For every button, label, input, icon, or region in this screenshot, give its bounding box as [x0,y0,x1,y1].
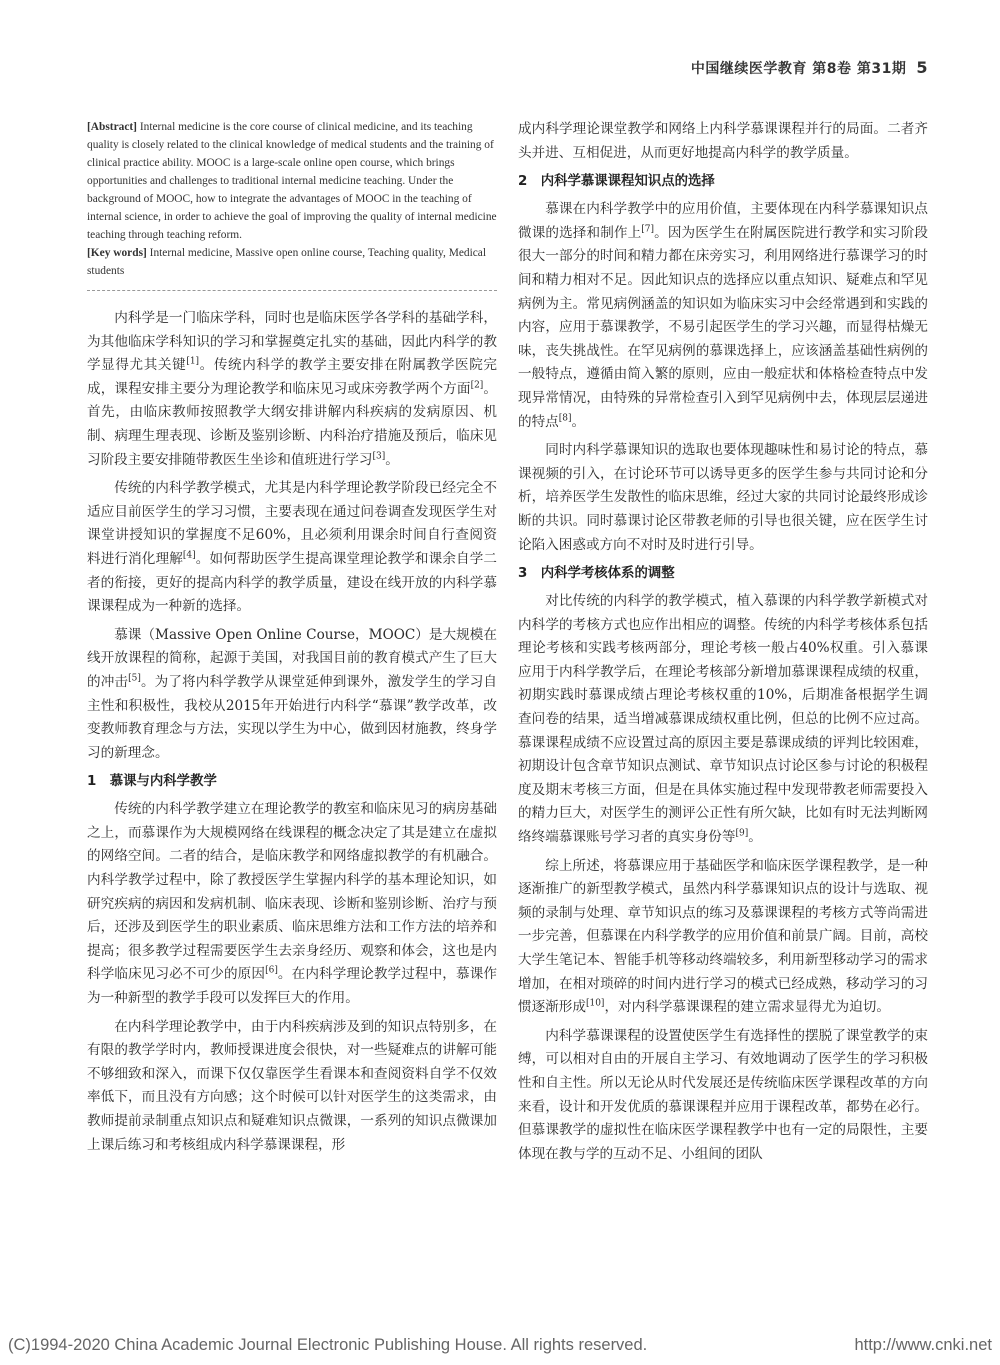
right-column [518,118,928,1171]
paragraph: 在内科学理论教学中，由于内科疾病涉及到的知识点特别多，在有限的教学学时内，教师授课进度会很快，对一些疑难点的讲解可能不够细致和深入，而课下仅仅靠医学生看课本和查阅资料自学不仅效率低下，而且没有方向感；这个时候可以针对医学生的这类需求，由教师提前录制重点知识点和疑难知识点微课，一系列的知识点微课加上课后练习和考核组成内科学慕课课程，形 [87,1018,497,1153]
section-heading-3: 3 内科学考核体系的调整 [518,566,675,582]
keywords-text: Internal medicine, Massive open online course, Teaching quality, Medical students [87,247,487,277]
journal-title: 中国继续医学教育 第8卷 第31期 [690,61,907,77]
cnki-link[interactable]: http://www.cnki.net [854,1336,992,1354]
citation[interactable]: [9] [735,828,749,839]
paragraph: 综上所述，将慕课应用于基础医学和临床医学课程教学，是一种逐渐推广的新型教学模式，虽然内科学慕课知识点的设计与选取、视频的录制与处理、章节知识点的练习及慕课课程的考核方式等尚需进一步完善，但慕课在内科学教学的应用价值和前景广阔。目前，高校大学生笔记本、智能手机等移动终端较多，利用新型移动学习的需求增加，在相对琐碎的时间内进行学习的模式已经成熟，移动学习的习惯逐渐形成[10]，对内科学慕课课程的建立需求显得尤为迫切。 [518,857,928,1016]
section-heading-2: 2 内科学慕课课程知识点的选择 [518,174,715,190]
running-header [691,58,928,78]
dashed-divider [87,290,497,291]
abstract-block [87,118,497,280]
left-column [87,118,497,1162]
citation[interactable]: [4] [182,550,196,561]
paragraph: 慕课在内科学教学中的应用价值，主要体现在内科学慕课知识点微课的选择和制作上[7]。因为医学生在附属医院进行教学和实习阶段很大一部分的时间和精力都在床旁实习，利用网络进行慕课学习的时间和精力相对不足。因此知识点的选择应以重点知识、疑难点和罕见病例为主。常见病例涵盖的知识如为临床实习中会经常遇到和实践的内容，应用于慕课教学，不易引起医学生的学习兴趣，而显得枯燥无味，丧失挑战性。在罕见病例的慕课选择上，应该涵盖基础性病例的一般特点，遵循由简入繁的原则，应由一般症状和体格检查特点中发现异常情况，由特殊的异常检查引入到罕见病例中去，体现层层递进的特点[8]。 [518,201,929,430]
citation[interactable]: [2] [470,380,484,391]
keywords [87,244,497,280]
section-heading-1: 1 慕课与内科学教学 [87,774,217,790]
paragraph: 慕课（Massive Open Online Course，MOOC）是大规模在线开放课程的简称，起源于美国，对我国目前的教育模式产生了巨大的冲击[5]。为了将内科学教学从课堂延伸到课外，激发学生的学习自主性和积极性，我校从2015年开始进行内科学“慕课”教学改革，改变教师教育理念与方法，实现以学生为中心，做到因材施教，终身学习的新理念。 [87,626,498,761]
citation[interactable]: [10] [585,998,605,1009]
paragraph: 同时内科学慕课知识的选取也要体现趣味性和易讨论的特点，慕课视频的引入，在讨论环节可以诱导更多的医学生参与共同讨论和分析，培养医学生发散性的临床思维，经过大家的共同讨论最终形成诊断的共识。同时慕课讨论区带教老师的引导也很关键，应在医学生讨论陷入困惑或方向不对时及时进行引导。 [518,442,928,553]
citation[interactable]: [6] [265,965,278,976]
citation[interactable]: [8] [558,413,572,423]
citation[interactable]: [5] [128,673,141,684]
paragraph: 内科学慕课课程的设置使医学生有选择性的摆脱了课堂教学的束缚，可以相对自由的开展自主学习、有效地调动了医学生的学习积极性和自主性。所以无论从时代发展还是传统临床医学课程改革的方向来看，设计和开发优质的慕课课程并应用于课程改革，都势在必行。但慕课教学的虚拟性在临床医学课程教学中也有一定的局限性，主要体现在教与学的互动不足、小组间的团队 [518,1027,928,1162]
paragraph-continued: 成内科学理论课堂教学和网络上内科学慕课课程并行的局面。二者齐头并进、互相促进，从而更好地提高内科学的教学质量。 [518,121,928,161]
page-number: 5 [916,58,928,77]
copyright-text: (C)1994-2020 China Academic Journal Electronic Publishing House. All rights reserved. [8,1336,648,1354]
keywords-label: [Key words] [87,247,147,259]
citation[interactable]: [7] [641,224,655,235]
paragraph: 传统的内科学教学建立在理论教学的教室和临床见习的病房基础之上，而慕课作为大规模网络在线课程的概念决定了其是建立在虚拟的网络空间。二者的结合，是临床教学和网络虚拟教学的有机融合。内科学教学过程中，除了教授医学生掌握内科学的基本理论知识，如研究疾病的病因和发病机制、临床表现、诊断和鉴别诊断、治疗与预后，还涉及到医学生的职业素质、临床思维方法和工作方法的培养和提高；很多教学过程需要医学生去亲身经历、观察和体会，这也是内科学临床见习必不可少的原因[6]。在内科学理论教学过程中，慕课作为一种新型的教学手段可以发挥巨大的作用。 [87,801,497,1007]
abstract-label: [Abstract] [87,121,137,133]
paragraph: 内科学是一门临床学科，同时也是临床医学各学科的基础学科，为其他临床学科知识的学习和掌握奠定扎实的基础，因此内科学的教学显得尤其关键[1]。传统内科学的教学主要安排在附属教学医院完成，课程安排主要分为理论教学和临床见习或床旁教学两个方面[2]。首先，由临床教师按照教学大纲安排讲解内科疾病的发病原因、机制、病理生理表现、诊断及鉴别诊断、内科治疗措施及预后，临床见习阶段主要安排随带教医生坐诊和值班进行学习[3]。 [87,310,498,468]
paragraph: 对比传统的内科学的教学模式，植入慕课的内科学教学新模式对内科学的考核方式也应作出相应的调整。传统的内科学考核体系包括理论考核和实践考核两部分，理论考核一般占40%权重。引入慕课应用于内科学教学后，在理论考核部分新增加慕课课程成绩的权重，初期实践时慕课成绩占理论考核权重的10%，后期准备根据学生调查问卷的结果，适当增减慕课成绩权重比例，但总的比例不应过高。慕课课程成绩不应设置过高的原因主要是慕课成绩的评判比较困难，初期设计包含章节知识点测试、章节知识点讨论区参与讨论的积极程度及期末考核三方面，但是在具体实施过程中发现带教老师需要投入的精力巨大，对医学生的测评公正性有所欠缺，比如有时无法判断网络终端慕课账号学习者的真实身份等[9]。 [518,593,928,846]
paragraph: 传统的内科学教学模式，尤其是内科学理论教学阶段已经完全不适应目前医学生的学习习惯，主要表现在通过问卷调查发现医学生对课堂讲授知识的掌握度不足60%，且必须利用课余时间自行查阅资料进行消化理解[4]。如何帮助医学生提高课堂理论教学和课余自学二者的衔接，更好的提高内科学的教学质量，建设在线开放的内科学慕课课程成为一种新的选择。 [87,480,498,615]
citation[interactable]: [3] [372,451,386,462]
abstract-text: Internal medicine is the core course of clinical medicine, and its teaching quality is closely related to the clinical knowledge of medical students and the training of clinical practice ability. MOOC is a large-scale online open course, which brings opportunities and challenges to traditional internal medicine teaching. Under the background of MOOC, how to integrate the advantages of MOOC in the teaching of internal science, in order to achieve the goal of improving the quality of internal medicine teaching through teaching reform. [87,121,497,241]
abstract [87,118,497,244]
citation[interactable]: [1] [186,356,200,367]
copyright-footer [8,1336,992,1355]
